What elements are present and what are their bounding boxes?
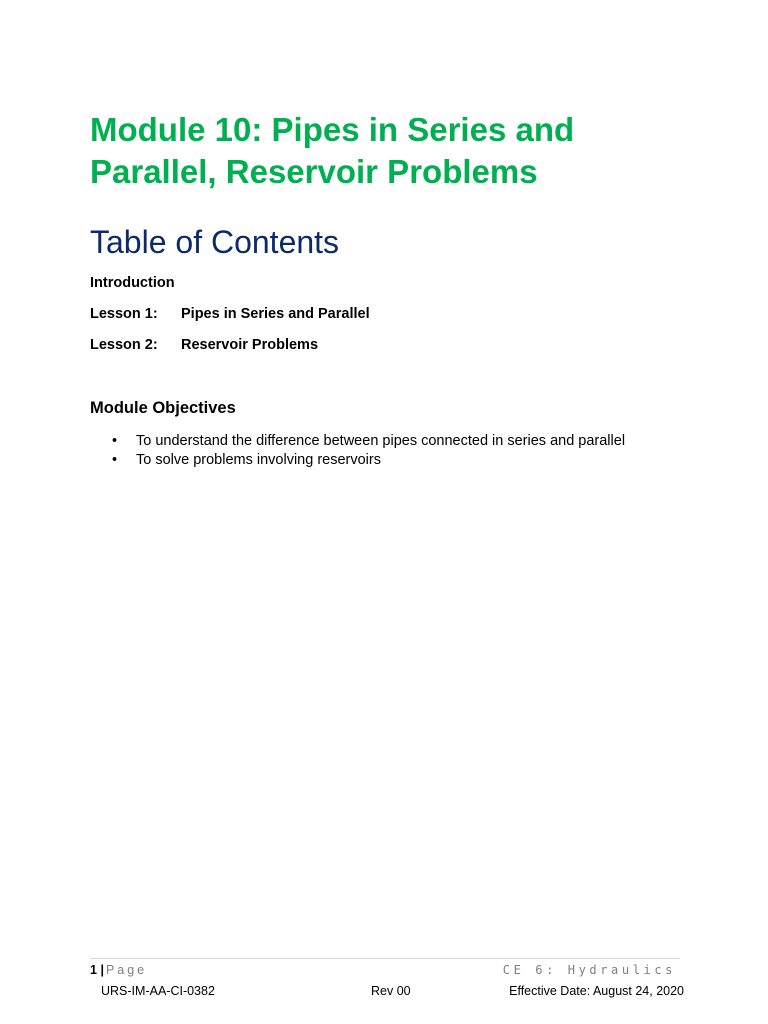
bullet-icon: •: [112, 452, 118, 468]
toc-lesson-title: Reservoir Problems: [181, 337, 319, 353]
toc-item-lesson-2: [90, 336, 318, 354]
footer-revision: Rev 00: [371, 984, 411, 998]
toc-lesson-number: Lesson 1:: [90, 306, 158, 322]
toc-item-introduction: Introduction: [90, 275, 175, 291]
module-title-line-1: Module 10: Pipes in Series and: [90, 111, 575, 148]
objective-text: To solve problems involving reservoirs: [136, 452, 381, 468]
footer-effective-date: Effective Date: August 24, 2020: [509, 984, 684, 998]
module-objectives-heading: Module Objectives: [90, 399, 236, 417]
list-item: [90, 432, 625, 451]
toc-lesson-number: Lesson 2:: [90, 337, 158, 353]
table-of-contents-heading: Table of Contents: [90, 224, 340, 260]
toc-lesson-title: Pipes in Series and Parallel: [181, 306, 370, 322]
module-title-line-2: Parallel, Reservoir Problems: [90, 153, 538, 190]
objective-text: To understand the difference between pipes connected in series and parallel: [136, 433, 626, 449]
list-item: [90, 451, 625, 470]
module-title: [90, 109, 730, 193]
objectives-list: [90, 432, 625, 470]
page-word: Page: [105, 963, 148, 977]
footer-document-code: URS-IM-AA-CI-0382: [101, 984, 215, 998]
toc-item-lesson-1: [90, 305, 370, 323]
page-separator: |: [100, 963, 104, 977]
page-number: 1: [90, 963, 97, 977]
footer-page-number: [90, 962, 147, 978]
footer-divider: [90, 958, 680, 959]
footer-course-name: CE 6: Hydraulics: [502, 963, 676, 977]
bullet-icon: •: [112, 433, 118, 449]
